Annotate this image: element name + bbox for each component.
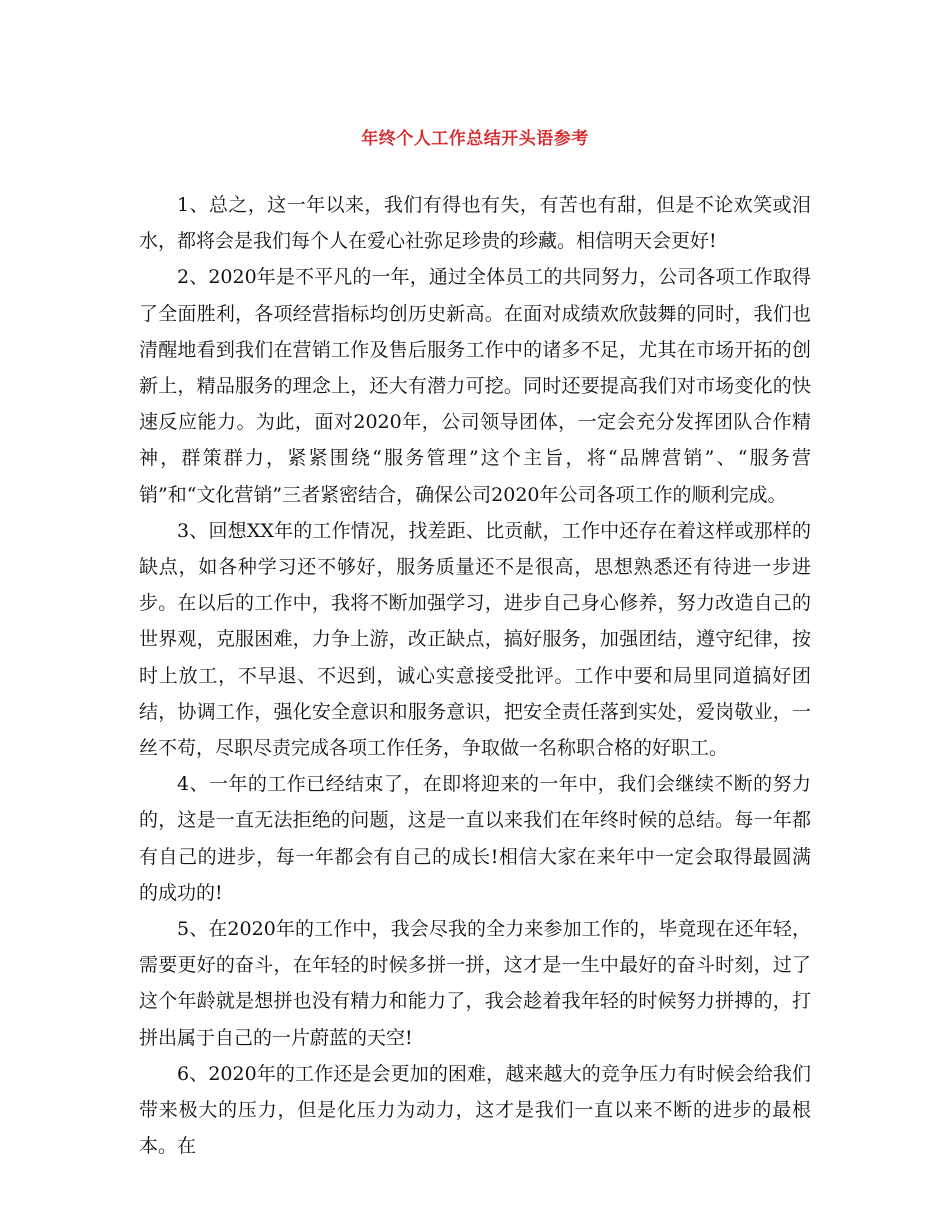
paragraph-3: 3、回想XX年的工作情况，找差距、比贡献，工作中还存在着这样或那样的缺点，如各种学习还不够好，服务质量还不是很高，思想熟悉还有待进一步进步。在以后的工作中，我将不断加强学习，进步自己身心修养，努力改造自己的世界观，克服困难，力争上游，改正缺点，搞好服务，加强团结，遵守纪律，按时上放工，不早退、不迟到，诚心实意接受批评。工作中要和局里同道搞好团结，协调工作，强化安全意识和服务意识，把安全责任落到实处，爱岗敬业，一丝不苟，尽职尽责完成各项工作任务，争取做一名称职合格的好职工。 <box>139 519 811 760</box>
paragraph-2: 2、2020年是不平凡的一年，通过全体员工的共同努力，公司各项工作取得了全面胜利，各项经营指标均创历史新高。在面对成绩欢欣鼓舞的同时，我们也清醒地看到我们在营销工作及售后服务工作中的诸多不足，尤其在市场开拓的创新上，精品服务的理念上，还大有潜力可挖。同时还要提高我们对市场变化的快速反应能力。为此，面对2020年，公司领导团体，一定会充分发挥团队合作精神，群策群力，紧紧围绕“服务管理”这个主旨，将“品牌营销”、“服务营销”和“文化营销”三者紧密结合，确保公司2020年公司各项工作的顺利完成。 <box>139 266 811 506</box>
paragraph-4: 4、一年的工作已经结束了，在即将迎来的一年中，我们会继续不断的努力的，这是一直无法拒绝的问题，这是一直以来我们在年终时候的总结。每一年都有自己的进步，每一年都会有自己的成长!相信大家在来年中一定会取得最圆满的成功的! <box>139 773 811 904</box>
paragraph-1: 1、总之，这一年以来，我们有得也有失，有苦也有甜，但是不论欢笑或泪水，都将会是我们每个人在爱心社弥足珍贵的珍藏。相信明天会更好! <box>139 194 811 253</box>
document-body <box>139 187 811 1164</box>
document-title: 年终个人工作总结开头语参考 <box>361 129 589 149</box>
paragraph-5: 5、在2020年的工作中，我会尽我的全力来参加工作的，毕竟现在还年轻，需要更好的奋斗，在年轻的时候多拼一拼，这才是一生中最好的奋斗时刻，过了这个年龄就是想拼也没有精力和能力了，我会趁着我年轻的时候努力拼搏的，打拼出属于自己的一片蔚蓝的天空! <box>139 918 811 1049</box>
paragraph-6: 6、2020年的工作还是会更加的困难，越来越大的竞争压力有时候会给我们带来极大的压力，但是化压力为动力，这才是我们一直以来不断的进步的最根本。在 <box>139 1062 811 1158</box>
